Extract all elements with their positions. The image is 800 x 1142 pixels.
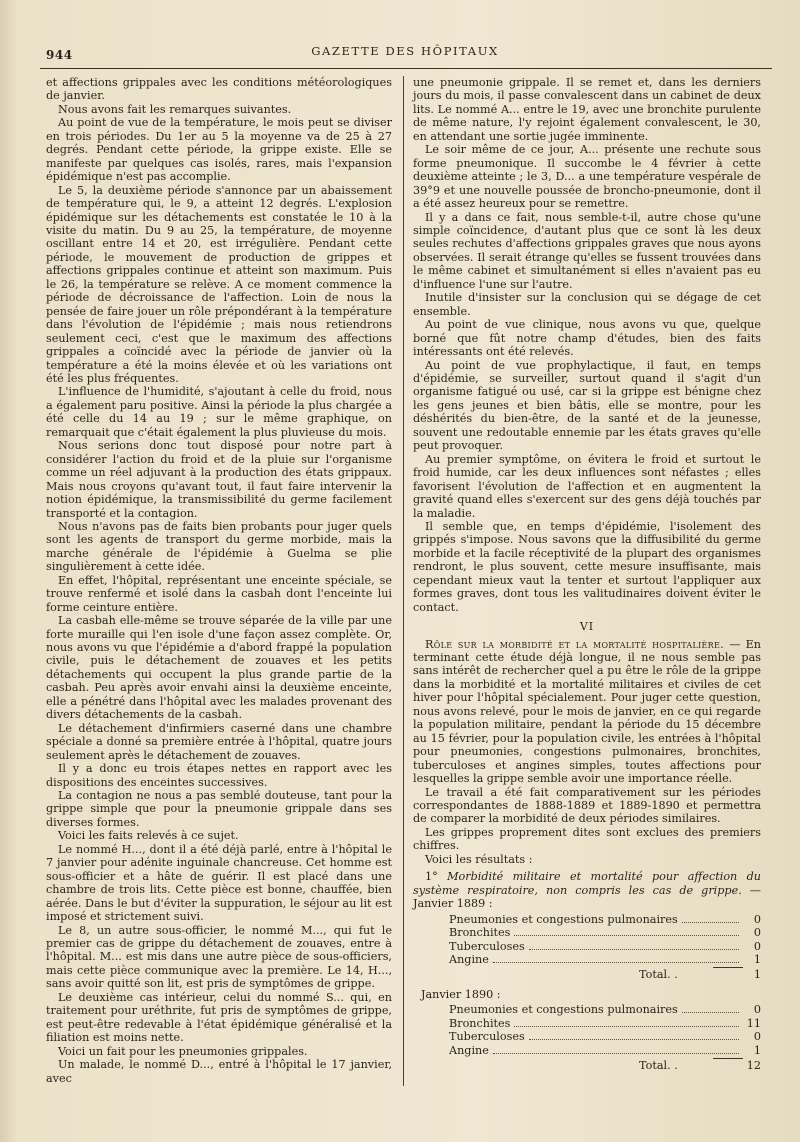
paragraph: Le 8, un autre sous-officier, le nommé M..., qui fut le premier cas de grippe du détachement de zouaves, entre à l'hôpital. M... est mis dans une autre pièce de sous-officiers, mais cette pièce communique avec la première. Le 14, H..., sans avoir quitté son lit, est pris de symptômes de grippe. [46,923,392,991]
right-column [413,76,761,1073]
table-row: Angine 1 [449,953,761,966]
table-row: Tuberculoses 0 [449,939,761,953]
paragraph: Le détachement d'infirmiers caserné dans une chambre spéciale a donné sa première entrée à l'hôpital, quatre jours seulement après le détachement de zouaves. [46,721,392,762]
table-row: Bronchites 11 [449,1016,761,1030]
paragraph: Voici les faits relevés à ce sujet. [58,829,239,843]
paragraph: En effet, l'hôpital, représentant une enceinte spéciale, se trouve renfermé et isolé dans la casbah dont l'enceinte lui forme ceinture entière. [46,573,392,614]
paragraph: Il y a donc eu trois étapes nettes en rapport avec les dispositions des enceintes successives. [46,762,392,789]
paragraph: Le soir même de ce jour, A... présente une rechute sous forme pneumonique. Il succombe le 4 février à cette deuxième atteinte ; le 3, D... a une température vespérale de 39°9 et une nouvelle poussée de broncho-pneumonie, dont il a été assez heureux pour se remettre. [413,143,761,211]
section-number: VI [579,620,595,634]
table-row: Pneumonies et congestions pulmonaires 0 [449,912,761,926]
paragraph: La contagion ne nous a pas semblé douteuse, tant pour la grippe simple que pour la pneumonie grippale dans ses diverses formes. [46,789,392,829]
paragraph: Au point de vue clinique, nous avons vu que, quelque borné que fût notre champ d'études, bien des faits intéressants ont été relevés. [413,318,761,359]
table-row: Angine 1 [449,1043,761,1057]
table-title [413,870,761,910]
table-total-row: Total. . 12 [639,1059,761,1073]
paragraph: Nous serions donc tout disposé pour notre part à considérer l'action du froid et de la pluie sur l'organisme comme un réel adjuvant à la production des états grippaux. Mais nous croyons qu'avant tout, il faut faire intervenir la notion épidémique, la transmissibilité du germe facilement transporté et la contagion. [46,439,392,520]
header-rule [40,68,772,69]
table-title-text: Morbidité militaire et mortalité pour affection du système respiratoire, non compris les cas de grippe. [413,870,761,897]
period-1889-label: Janvier 1889 : [413,897,493,911]
paragraph: Inutile d'insister sur la conclusion qui se dégage de cet ensemble. [413,291,761,318]
paragraph: Le deuxième cas intérieur, celui du nommé S... qui, en traitement pour uréthrite, fut pris de symptômes de grippe, est peut-être redevable à l'état épidémique généralisé et la filiation est moins nette. [46,990,392,1045]
paragraph: La casbah elle-même se trouve séparée de la ville par une forte muraille qui l'en isole d'une façon assez complète. Or, nous avons vu que l'épidémie a d'abord frappé la population civile, puis le détachement de zouaves et les petits détachements qui occupent la plus grande partie de la casbah. Peu après avoir envahi ainsi la deuxième enceinte, elle a pénétré dans l'hôpital avec les malades provenant des divers détachements de la casbah. [46,614,392,722]
paragraph: et affections grippales avec les conditions météorologiques de janvier. [46,76,392,103]
paragraph: Voici les résultats : [425,852,533,866]
section-first-paragraph: En terminant cette étude déjà longue, il ne nous semble pas sans intérêt de rechercher quel a pu être le rôle de la grippe dans la morbidité et la mortalité militaires et civiles de cet hiver pour l'hôpital spécialement. Pour juger cette question, nous avons relevé, pour le mois de janvier, en ce qui regarde la population militaire, pendant la période du 15 décembre au 15 février, pour la population civile, les entrées à l'hôpital pour pneumonies, congestions pulmonaires, bronchites, tuberculoses et angines simples, toutes affections pour lesquelles la grippe semble avoir une importance réelle. [413,637,761,786]
paragraph: Il y a dans ce fait, nous semble-t-il, autre chose qu'une simple coïncidence, d'autant plus que ce sont là les deux seules rechutes d'affections grippales graves que nous ayons observées. Il serait étrange qu'elles se fussent trouvées dans le même cabinet et simultanément si elles n'avaient pas eu d'influence l'une sur l'autre. [413,210,761,291]
section-heading: Rôle sur la morbidité et la mortalité hospitalière. [425,637,724,651]
table-total-row: Total. . 1 [639,968,761,982]
paragraph: Voici un fait pour les pneumonies grippales. [58,1044,308,1058]
table-row: Bronchites 0 [449,926,761,940]
paragraph: Le travail a été fait comparativement sur les périodes correspondantes de 1888-1889 et 1889-1890 et permettra de comparer la morbidité de deux périodes similaires. [413,785,761,826]
heading-dash: — [724,637,746,651]
paragraph: Au point de vue de la température, le mois peut se diviser en trois périodes. Du 1er au 5 la moyenne va de 25 à 27 degrés. Pendant cette période, la grippe existe. Elle se manifeste par quelques cas isolés, rares, mais l'expansion épidémique n'est pas accomplie. [46,116,392,184]
section-intro [413,638,761,786]
table-row: Tuberculoses 0 [449,1030,761,1044]
paragraph: L'influence de l'humidité, s'ajoutant à celle du froid, nous a également paru positive. Ainsi la période la plus chargée a été celle du 14 au 19 ; sur le même graphique, on remarquait que c'était également la plus pluvieuse du mois. [46,385,392,439]
paragraph: Un malade, le nommé D..., entré à l'hôpital le 17 janvier, avec [46,1058,392,1085]
paragraph: Nous n'avons pas de faits bien probants pour juger quels sont les agents de transport du germe morbide, mais la marche générale de l'épidémie à Guelma se plie singulièrement à cette idée. [46,519,392,574]
results-table-1889 [413,913,761,982]
paragraph: Au point de vue prophylactique, il faut, en temps d'épidémie, se surveiller, surtout quand il s'agit d'un organisme fatigué ou usé, car si la grippe est bénigne chez les gens jeunes et bien bâtis, elle se montre, pour les déshérités du bien-être, de la santé et de la jeunesse, souvent une redoutable ennemie par les états graves qu'elle peut provoquer. [413,358,761,453]
table-title-dash: — [741,883,761,897]
paragraph: Il semble que, en temps d'épidémie, l'isolement des grippés s'impose. Nous savons que la diffusibilité du germe morbide et la facile réceptivité de la plupart des organismes rendront, le plus souvent, cette mesure insuffisante, mais cependant mieux vaut la tenter et surtout l'appliquer aux formes graves, dont tous les valitudinaires doivent éviter le contact. [413,519,761,614]
running-title: GAZETTE DES HÔPITAUX [311,44,499,58]
table-row: Pneumonies et congestions pulmonaires 0 [449,1003,761,1017]
left-column [46,76,392,1085]
table-title-prefix: 1° [425,870,448,884]
period-1890-label: Janvier 1890 : [421,987,501,1001]
page-header [40,38,770,66]
column-divider [403,76,404,1086]
paragraph: Au premier symptôme, on évitera le froid et surtout le froid humide, car les deux influences sont néfastes ; elles favorisent l'évolution de l'affection et en augmentent la gravité quand elles s'exercent sur des gens déjà touchés par la maladie. [413,452,761,520]
paragraph: Nous avons fait les remarques suivantes. [58,102,292,116]
paragraph: une pneumonie grippale. Il se remet et, dans les derniers jours du mois, il passe convalescent dans un cabinet de deux lits. Le nommé A... entre le 19, avec une bronchite purulente de même nature, l'y rejoint également convalescent, le 30, en attendant une sortie jugée imminente. [413,76,761,143]
page-number: 944 [46,48,73,62]
paragraph: Les grippes proprement dites sont exclues des premiers chiffres. [413,825,761,853]
paragraph: Le nommé H..., dont il a été déjà parlé, entre à l'hôpital le 7 janvier pour adénite inguinale chancreuse. Cet homme est sous-officier et a hâte de guérir. Il est placé dans une chambre de trois lits. Cette pièce est bonne, chauffée, bien aérée. Dans le but d'éviter la suppuration, le séjour au lit est imposé et strictement suivi. [46,842,392,924]
paragraph: Le 5, la deuxième période s'annonce par un abaissement de température qui, le 9, a atteint 12 degrés. L'explosion épidémique sur les détachements est constatée le 10 à la visite du matin. Du 9 au 25, la température, de moyenne oscillant entre 14 et 20, est irrégulière. Pendant cette période, le mouvement de production de grippes et affections grippales continue et atteint son maximum. Puis le 26, la température se relève. A ce moment commence la période de décroissance de l'affection. Loin de nous la pensée de faire jouer un rôle prépondérant à la température dans l'évolution de l'épidémie ; mais nous retiendrons seulement ceci, c'est que le maximum des affections grippales a coïncidé avec la période de janvier où la température a été la moins élevée et où les variations ont été les plus fréquentes. [46,183,392,385]
results-table-1890 [413,988,761,1073]
